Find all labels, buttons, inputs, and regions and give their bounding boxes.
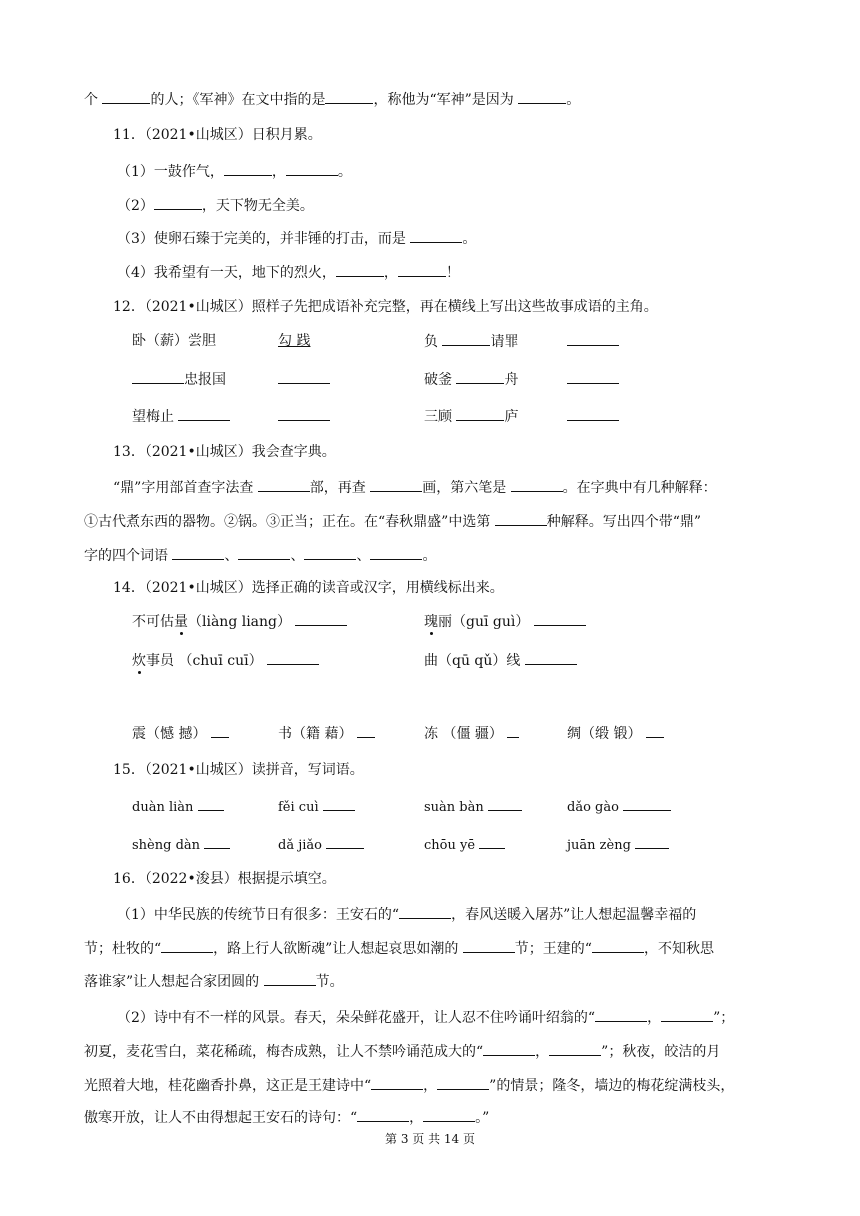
answer-blank[interactable] [154,195,202,210]
q16-line-1: （1）中华民族的传统节日有很多：王安石的“ ，春风送暖入屠苏”让人想起温馨幸福的 [117,904,696,925]
answer-blank[interactable] [357,723,375,738]
q16-line-5: 初夏，麦花雪白，菜花稀疏，梅杏成熟，让人不禁吟诵范成大的“ ， ”；秋夜，皎洁的月 [84,1041,720,1062]
answer-blank[interactable] [172,545,224,560]
answer-blank[interactable] [336,262,384,277]
question-14-title: 14．（2021•山城区）选择正确的读音或汉字，用横线标出来。 [113,580,504,596]
answer-blank[interactable] [398,262,446,277]
answer-blank[interactable] [463,938,515,953]
answer-blank[interactable] [258,477,310,492]
answer-blank[interactable] [161,938,213,953]
q11-item-4: （4）我希望有一天，地下的烈火， ， ！ [117,262,460,283]
question-12-title: 12．（2021•山城区）照样子先把成语补充完整，再在横线上写出这些故事成语的主角。 [113,299,658,315]
answer-blank[interactable] [488,796,522,811]
answer-blank[interactable] [495,511,547,526]
q13-line-2: ①古代煮东西的器物。②锅。③正当；正在。在“春秋鼎盛”中选第 种解释。写出四个带“鼎” [84,511,701,532]
answer-blank[interactable] [567,331,619,346]
answer-blank[interactable] [286,161,338,176]
answer-blank[interactable] [442,331,490,346]
answer-blank[interactable] [410,228,462,243]
q16-line-7: 傲寒开放，让人不由得想起王安石的诗句：“ ， 。” [84,1107,489,1128]
answer-blank[interactable] [507,723,519,738]
answer-blank[interactable] [479,834,505,849]
answer-blank[interactable] [323,796,355,811]
answer-blank[interactable] [204,834,230,849]
answer-blank[interactable] [178,406,230,421]
continuation-line: 个 的人；《军神》在文中指的是 ，称他为“军神”是因为 。 [84,89,580,110]
answer-blank[interactable] [518,89,566,104]
q16-line-6: 光照着大地，桂花幽香扑鼻，这正是王建诗中“ ， ”的情景；隆冬，墙边的梅花绽满枝头， [84,1075,734,1096]
q16-line-2: 节；杜牧的“ ，路上行人欲断魂”让人想起哀思如潮的 节；王建的“ ，不知秋思 [84,938,714,959]
answer-blank[interactable] [437,1075,489,1090]
answer-blank[interactable] [511,477,563,492]
answer-blank[interactable] [661,1007,713,1022]
answer-blank[interactable] [325,89,373,104]
answer-blank[interactable] [132,369,184,384]
answer-blank[interactable] [224,161,272,176]
answer-blank[interactable] [567,369,619,384]
q13-line-3: 字的四个词语 、 、 、 。 [84,545,436,566]
answer-blank[interactable] [370,545,422,560]
question-16-title: 16．（2022•浚县）根据提示填空。 [113,871,336,887]
answer-blank[interactable] [456,369,504,384]
answer-blank[interactable] [264,971,316,986]
q16-line-4: （2）诗中有不一样的风景。春天，朵朵鲜花盛开，让人忍不住吟诵叶绍翁的“ ， ”； [117,1007,734,1028]
answer-blank[interactable] [525,650,577,665]
answer-blank[interactable] [357,1107,409,1122]
answer-blank[interactable] [198,796,224,811]
answer-blank[interactable] [646,723,664,738]
question-11-title: 11．（2021•山城区）日积月累。 [113,127,322,143]
answer-blank[interactable] [278,406,330,421]
page-footer: 第 3 页 共 14 页 [385,1132,475,1146]
answer-blank[interactable] [295,611,347,626]
answer-blank[interactable] [456,406,504,421]
answer-blank[interactable] [567,406,619,421]
q11-item-3: （3）使卵石臻于完美的，并非锤的打击，而是 。 [117,228,476,249]
answer-blank[interactable] [304,545,356,560]
q11-item-1: （1）一鼓作气， ， 。 [117,161,352,182]
answer-blank[interactable] [399,904,451,919]
q16-line-3: 落谁家”让人想起合家团圆的 节。 [84,971,344,992]
answer-blank[interactable] [370,477,422,492]
answer-blank[interactable] [635,834,669,849]
answer-blank[interactable] [423,1107,475,1122]
q11-item-2: （2） ，天下物无全美。 [117,195,314,216]
question-15-title: 15．（2021•山城区）读拼音，写词语。 [113,762,364,778]
answer-blank[interactable] [238,545,290,560]
answer-blank[interactable] [371,1075,423,1090]
example-answer: 勾 践 [278,333,311,349]
answer-blank[interactable] [592,938,644,953]
answer-blank[interactable] [267,650,319,665]
answer-blank[interactable] [549,1041,601,1056]
answer-blank[interactable] [595,1007,647,1022]
answer-blank[interactable] [278,369,330,384]
question-13-title: 13．（2021•山城区）我会查字典。 [113,444,336,460]
answer-blank[interactable] [326,834,364,849]
answer-blank[interactable] [623,796,671,811]
answer-blank[interactable] [102,89,150,104]
answer-blank[interactable] [211,723,229,738]
q13-line-1: “鼎”字用部首查字法查 部，再查 画，第六笔是 。在字典中有几种解释： [113,477,717,498]
answer-blank[interactable] [483,1041,535,1056]
answer-blank[interactable] [534,611,586,626]
